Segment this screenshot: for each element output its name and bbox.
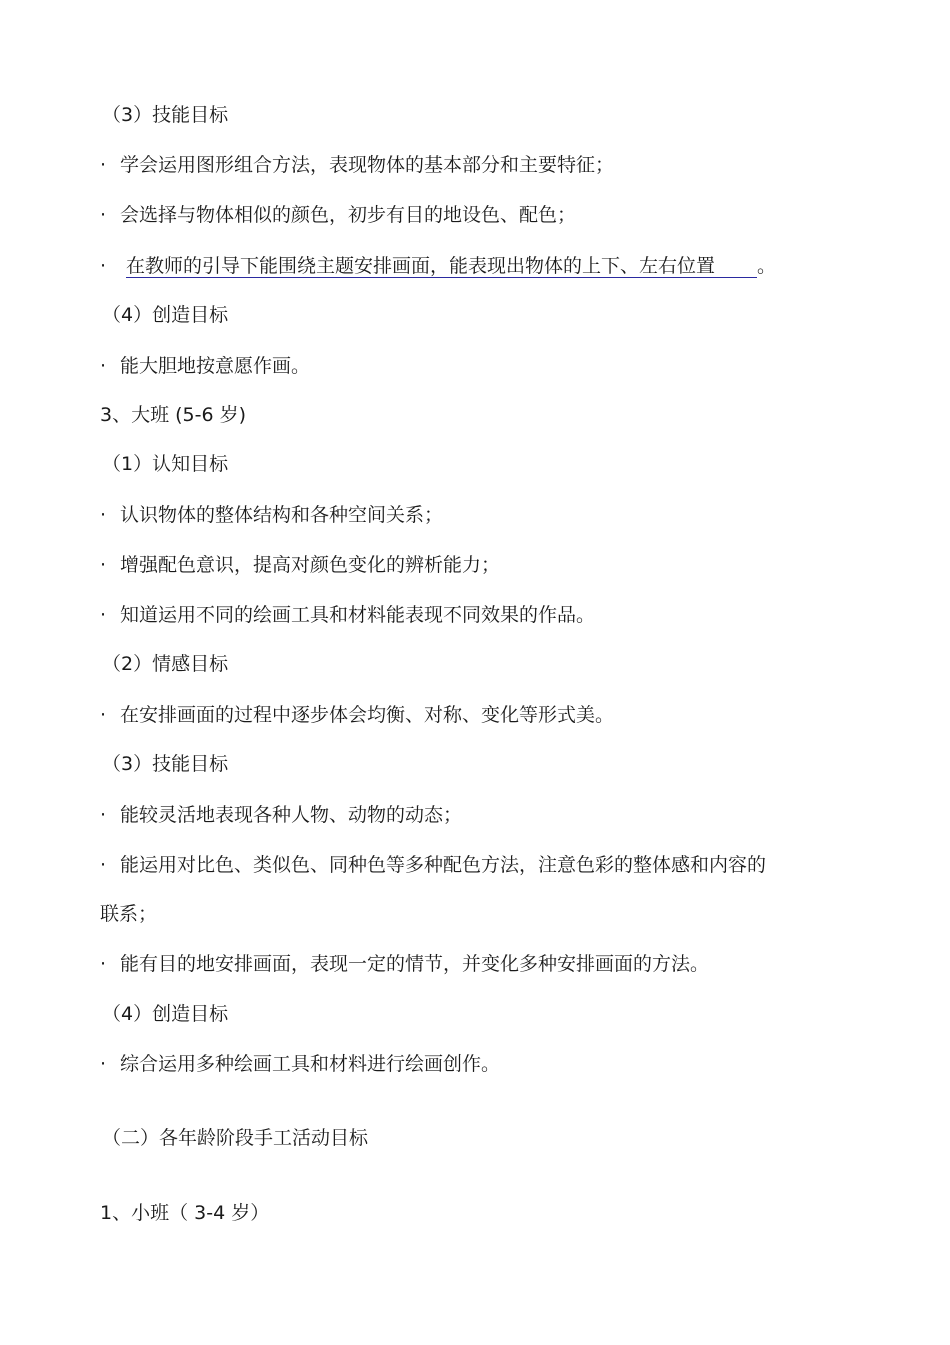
section-title-junior-class <box>100 1201 269 1225</box>
heading-text: （2）情感目标 <box>102 653 229 675</box>
list-item-text: 学会运用图形组合方法，表现物体的基本部分和主要特征； <box>120 154 615 176</box>
subheading-emotion-goal <box>102 652 228 676</box>
heading-text: （4）创造目标 <box>102 304 229 326</box>
bullet-icon: · <box>100 355 107 377</box>
list-item <box>100 503 443 527</box>
bullet-icon: · <box>100 604 107 626</box>
heading-text: （4）创造目标 <box>102 1003 229 1025</box>
list-item-text: 知道运用不同的绘画工具和材料能表现不同效果的作品。 <box>120 604 596 626</box>
bullet-icon: · <box>100 1053 107 1075</box>
continuation-text: 联系； <box>100 903 158 925</box>
list-item-text: 会选择与物体相似的颜色，初步有目的地设色、配色； <box>120 204 577 226</box>
heading-text: （3）技能目标 <box>102 104 229 126</box>
bullet-icon: · <box>100 204 107 226</box>
list-item-text: 增强配色意识，提高对颜色变化的辨析能力； <box>120 554 501 576</box>
bullet-icon: · <box>100 554 107 576</box>
subheading-skill-goal <box>102 103 228 127</box>
heading-text: （3）技能目标 <box>102 753 229 775</box>
list-item-text: 综合运用多种绘画工具和材料进行绘画创作。 <box>120 1053 501 1075</box>
list-item <box>100 553 500 577</box>
bullet-icon: · <box>100 154 107 176</box>
heading-text: （1）认知目标 <box>102 453 229 475</box>
list-item-text: 能有目的地安排画面，表现一定的情节，并变化多种安排画面的方法。 <box>120 953 710 975</box>
list-item <box>100 853 766 877</box>
section-text: 1、小班（ 3-4 岁） <box>100 1202 270 1224</box>
list-item <box>100 603 595 627</box>
section-text: 3、大班 (5-6 岁) <box>100 404 247 426</box>
bullet-icon: · <box>100 255 107 277</box>
list-item-text: 认识物体的整体结构和各种空间关系； <box>120 504 444 526</box>
bullet-icon: · <box>100 804 107 826</box>
list-item <box>100 952 709 976</box>
subheading-creation-goal <box>102 1002 228 1026</box>
list-item-continuation <box>100 902 157 926</box>
subheading-cognitive-goal <box>102 452 228 476</box>
bullet-icon: · <box>100 953 107 975</box>
subheading-skill-goal <box>102 752 228 776</box>
bullet-icon: · <box>100 504 107 526</box>
list-item <box>100 203 576 227</box>
list-item <box>100 703 614 727</box>
heading-text: （二）各年龄阶段手工活动目标 <box>102 1127 369 1149</box>
section-title-senior-class <box>100 403 246 427</box>
list-item-text: 能较灵活地表现各种人物、动物的动态； <box>120 804 463 826</box>
list-item-text: 在安排画面的过程中逐步体会均衡、对称、变化等形式美。 <box>120 704 615 726</box>
list-item <box>100 354 310 378</box>
bullet-icon: · <box>100 704 107 726</box>
list-item-tail: 。 <box>757 255 777 277</box>
bullet-icon: · <box>100 854 107 876</box>
underlined-link-text[interactable]: 在教师的引导下能围绕主题安排画面，能表现出物体的上下、左右位置 <box>126 255 757 278</box>
list-item <box>100 803 462 827</box>
list-item-text: 能运用对比色、类似色、同种色等多种配色方法，注意色彩的整体感和内容的 <box>120 854 767 876</box>
list-item-text: 能大胆地按意愿作画。 <box>120 355 311 377</box>
section-title-handicraft-goals <box>102 1126 368 1150</box>
list-item <box>100 153 614 177</box>
subheading-creation-goal <box>102 303 228 327</box>
list-item-with-link <box>100 254 776 278</box>
list-item <box>100 1052 500 1076</box>
